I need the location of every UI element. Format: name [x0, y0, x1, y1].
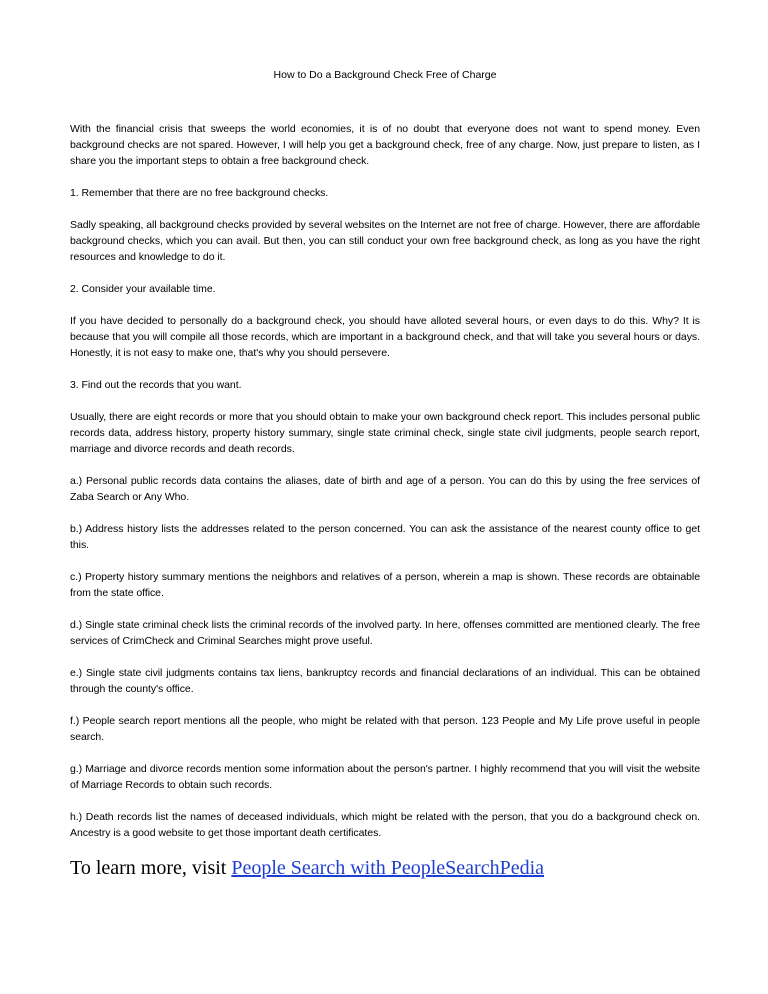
intro-paragraph: With the financial crisis that sweeps the world economies, it is of no doubt that everyone does not want to spend money. Even background checks are not spared. However, I will help you get a background check, free of any charge. Now, just prepare to listen, as I share you the important steps to obtain a free background check. — [70, 123, 700, 167]
document-body — [70, 121, 700, 857]
record-item-f: f.) People search report mentions all the people, who might be related with that person. 123 People and My Life prove useful in people search. — [70, 715, 700, 743]
cta-prefix: To learn more, visit — [70, 857, 232, 879]
record-item-a: a.) Personal public records data contains the aliases, date of birth and age of a person. You can do this by using the free services of Zaba Search or Any Who. — [70, 475, 700, 503]
record-item-g: g.) Marriage and divorce records mention some information about the person's partner. I highly recommend that you will visit the website of Marriage Records to obtain such records. — [70, 763, 700, 791]
step-2-heading: 2. Consider your available time. — [70, 283, 216, 295]
step-3-paragraph: Usually, there are eight records or more that you should obtain to make your own background check report. This includes personal public records data, address history, property history summary, single state criminal check, single state civil judgments, people search report, marriage and divorce records and death records. — [70, 411, 700, 455]
record-item-d: d.) Single state criminal check lists the criminal records of the involved party. In here, offenses committed are mentioned clearly. The free services of CrimCheck and Criminal Searches might prove useful. — [70, 619, 700, 647]
step-1-heading: 1. Remember that there are no free background checks. — [70, 187, 329, 199]
step-3-heading: 3. Find out the records that you want. — [70, 379, 242, 391]
record-item-h: h.) Death records list the names of deceased individuals, which might be related with the person, that you do a background check on. Ancestry is a good website to get those important death certificates. — [70, 811, 700, 839]
step-2-paragraph: If you have decided to personally do a background check, you should have alloted several hours, or even days to do this. Why? It is because that you will compile all those records, which are important in a background check, and that will take you several hours or days. Honestly, it is not easy to make one, that's why you should persevere. — [70, 315, 700, 359]
record-item-c: c.) Property history summary mentions the neighbors and relatives of a person, wherein a map is shown. These records are obtainable from the state office. — [70, 571, 700, 599]
document-title: How to Do a Background Check Free of Charge — [273, 69, 497, 81]
record-item-e: e.) Single state civil judgments contains tax liens, bankruptcy records and financial declarations of an individual. This can be obtained through the county's office. — [70, 667, 700, 695]
step-1-paragraph: Sadly speaking, all background checks provided by several websites on the Internet are not free of charge. However, there are affordable background checks, which you can avail. But then, you can still conduct your own free background check, as long as you have the right resources and knowledge to do it. — [70, 219, 700, 263]
people-search-link[interactable]: People Search with PeopleSearchPedia — [231, 857, 545, 879]
call-to-action — [70, 854, 710, 882]
record-item-b: b.) Address history lists the addresses related to the person concerned. You can ask the assistance of the nearest county office to get this. — [70, 523, 700, 551]
